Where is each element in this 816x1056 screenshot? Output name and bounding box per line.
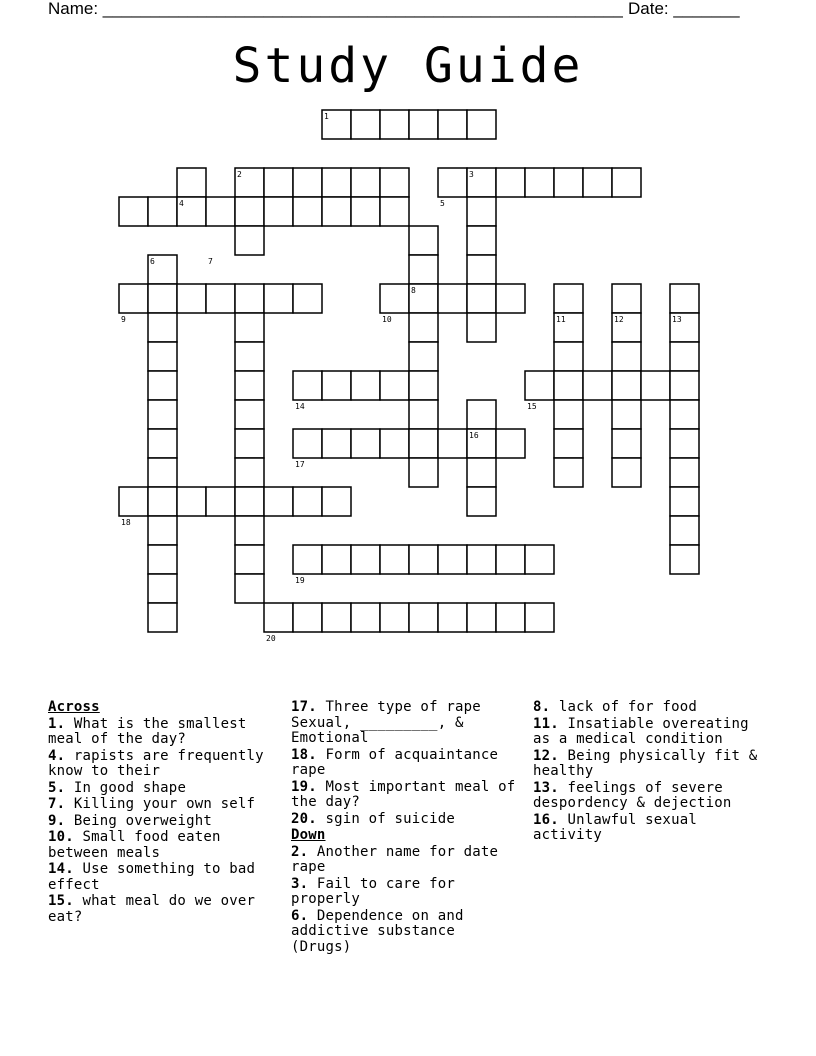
grid-cell[interactable]	[177, 487, 206, 516]
grid-cell[interactable]	[612, 342, 641, 371]
clue-item	[48, 894, 278, 925]
cell-number: 13	[672, 315, 682, 324]
cell-number: 3	[469, 170, 474, 179]
grid-cell[interactable]	[467, 313, 496, 342]
grid-cell[interactable]	[235, 313, 264, 342]
clue-text: Three type of rape Sexual, _________, & Emotional	[291, 699, 481, 746]
grid-cell[interactable]	[177, 168, 206, 197]
cell-number: 6	[150, 257, 155, 266]
grid-cell[interactable]	[670, 516, 699, 545]
grid-cell[interactable]	[612, 371, 641, 400]
grid-cell[interactable]	[119, 487, 148, 516]
cell-number: 9	[121, 315, 126, 324]
grid-cell[interactable]	[467, 458, 496, 487]
clue-item	[291, 877, 521, 908]
clue-text: rapists are frequently know to their	[48, 747, 264, 779]
grid-cell[interactable]	[293, 429, 322, 458]
clue-text: sgin of suicide	[316, 810, 455, 827]
grid-cell[interactable]	[148, 603, 177, 632]
clue-item	[291, 845, 521, 876]
grid-cell[interactable]	[322, 487, 351, 516]
cell-number: 2	[237, 170, 242, 179]
clue-number: 4.	[48, 747, 66, 764]
grid-cell[interactable]	[670, 400, 699, 429]
grid-cell[interactable]	[670, 458, 699, 487]
grid-cell[interactable]	[293, 603, 322, 632]
grid-cell[interactable]	[409, 400, 438, 429]
grid-cell[interactable]	[554, 400, 583, 429]
clue-text: Fail to care for properly	[291, 875, 455, 907]
clue-number: 10.	[48, 829, 74, 845]
grid-cell[interactable]	[264, 603, 293, 632]
grid-cell[interactable]	[409, 342, 438, 371]
clue-item	[48, 830, 278, 861]
clue-item	[533, 749, 773, 780]
clue-text: Insatiable overeating as a medical condition	[533, 715, 749, 747]
grid-cell[interactable]	[322, 110, 351, 139]
grid-cell[interactable]	[409, 110, 438, 139]
cell-number: 19	[295, 576, 305, 585]
grid-cell[interactable]	[409, 371, 438, 400]
grid-cell[interactable]	[351, 603, 380, 632]
grid-cell[interactable]	[496, 603, 525, 632]
grid-cell[interactable]	[554, 168, 583, 197]
clue-text: Most important meal of the day?	[291, 778, 516, 810]
clue-item	[291, 700, 521, 747]
grid-cell[interactable]	[525, 371, 554, 400]
grid-cell[interactable]	[467, 400, 496, 429]
cell-number: 8	[411, 286, 416, 295]
clue-number: 5.	[48, 779, 66, 796]
clue-number: 12.	[533, 747, 559, 764]
grid-cell[interactable]	[264, 487, 293, 516]
clue-item	[291, 748, 521, 779]
grid-cell[interactable]	[467, 487, 496, 516]
grid-cell[interactable]	[206, 487, 235, 516]
clue-number: 18.	[291, 746, 317, 763]
clue-item	[533, 813, 773, 844]
clue-number: 13.	[533, 779, 559, 796]
grid-cell[interactable]	[409, 313, 438, 342]
clue-number: 15.	[48, 893, 74, 909]
grid-cell[interactable]	[293, 371, 322, 400]
grid-cell[interactable]	[148, 400, 177, 429]
grid-cell[interactable]	[467, 110, 496, 139]
clue-item	[48, 797, 278, 813]
clue-item	[48, 749, 278, 780]
clue-text: Being overweight	[65, 812, 212, 829]
grid-cell[interactable]	[670, 487, 699, 516]
clue-number: 6.	[291, 907, 309, 924]
grid-cell[interactable]	[235, 545, 264, 574]
grid-cell[interactable]	[264, 284, 293, 313]
grid-cell[interactable]	[525, 603, 554, 632]
clue-text: Dependence on and addictive substance (Drugs)	[291, 907, 464, 955]
grid-cell[interactable]	[380, 110, 409, 139]
grid-cell[interactable]	[612, 168, 641, 197]
clue-item	[533, 700, 773, 716]
grid-cell[interactable]	[380, 371, 409, 400]
clue-number: 7.	[48, 796, 66, 812]
cell-number: 17	[295, 460, 305, 469]
grid-cell[interactable]	[670, 284, 699, 313]
clue-number: 2.	[291, 843, 309, 860]
clue-number: 20.	[291, 810, 317, 827]
cell-number: 10	[382, 315, 392, 324]
grid-cell[interactable]	[148, 516, 177, 545]
grid-cell[interactable]	[235, 516, 264, 545]
clue-number: 1.	[48, 715, 66, 732]
grid-cell[interactable]	[351, 545, 380, 574]
clue-item	[291, 780, 521, 811]
grid-cell[interactable]	[554, 284, 583, 313]
grid-cell[interactable]	[148, 313, 177, 342]
grid-cell[interactable]	[235, 458, 264, 487]
cell-number: 15	[527, 402, 537, 411]
grid-cell[interactable]	[235, 342, 264, 371]
grid-cell[interactable]	[525, 545, 554, 574]
grid-cell[interactable]	[177, 197, 206, 226]
grid-cell[interactable]	[409, 458, 438, 487]
grid-cell[interactable]	[235, 284, 264, 313]
grid-cell[interactable]	[438, 429, 467, 458]
grid-cell[interactable]	[235, 429, 264, 458]
cell-number: 20	[266, 634, 276, 643]
clue-text: Small food eaten between meals	[48, 829, 221, 861]
clue-item	[48, 814, 278, 830]
name-field[interactable]: Name: _______________________________________________________	[48, 0, 623, 18]
cell-number: 7	[208, 257, 213, 266]
grid-cell[interactable]	[612, 284, 641, 313]
grid-cell[interactable]	[380, 284, 409, 313]
grid-cell[interactable]	[670, 313, 699, 342]
grid-cell[interactable]	[264, 168, 293, 197]
grid-cell[interactable]	[496, 429, 525, 458]
grid-cell[interactable]	[496, 545, 525, 574]
grid-cell[interactable]	[409, 603, 438, 632]
grid-cell[interactable]	[380, 197, 409, 226]
cell-number: 18	[121, 518, 131, 527]
clue-number: 14.	[48, 861, 74, 877]
clue-number: 19.	[291, 778, 317, 795]
grid-cell[interactable]	[148, 487, 177, 516]
grid-cell[interactable]	[148, 545, 177, 574]
clue-item	[48, 862, 278, 893]
grid-cell[interactable]	[148, 458, 177, 487]
clue-number: 8.	[533, 699, 551, 715]
grid-cell[interactable]	[293, 168, 322, 197]
grid-cell[interactable]	[467, 429, 496, 458]
cell-number: 16	[469, 431, 479, 440]
clue-number: 11.	[533, 715, 559, 732]
clue-number: 3.	[291, 875, 309, 892]
grid-cell[interactable]	[148, 284, 177, 313]
grid-cell[interactable]	[322, 429, 351, 458]
grid-cell[interactable]	[206, 284, 235, 313]
grid-cell[interactable]	[438, 545, 467, 574]
grid-cell[interactable]	[177, 284, 206, 313]
grid-cell[interactable]	[148, 429, 177, 458]
clue-text: Killing your own self	[65, 796, 256, 812]
grid-cell[interactable]	[554, 313, 583, 342]
grid-cell[interactable]	[641, 371, 670, 400]
grid-cell[interactable]	[409, 429, 438, 458]
grid-cell[interactable]	[148, 371, 177, 400]
clue-text: Unlawful sexual activity	[533, 811, 697, 843]
clue-text: what meal do we over eat?	[48, 893, 256, 925]
grid-cell[interactable]	[670, 342, 699, 371]
clue-text: Another name for date rape	[291, 843, 499, 875]
grid-cell[interactable]	[670, 429, 699, 458]
grid-cell[interactable]	[467, 255, 496, 284]
cell-number: 11	[556, 315, 566, 324]
across-clue-list	[48, 717, 278, 926]
grid-cell[interactable]	[235, 574, 264, 603]
clue-text: What is the smallest meal of the day?	[48, 715, 247, 747]
grid-cell[interactable]	[467, 545, 496, 574]
across-heading: Across	[48, 699, 100, 715]
grid-cell[interactable]	[322, 545, 351, 574]
clue-text: lack of for food	[550, 699, 697, 715]
grid-cell[interactable]	[235, 197, 264, 226]
grid-cell[interactable]	[380, 168, 409, 197]
grid-cell[interactable]	[554, 342, 583, 371]
grid-cell[interactable]	[322, 603, 351, 632]
clue-item	[291, 909, 521, 956]
grid-cell[interactable]	[351, 110, 380, 139]
grid-cell[interactable]	[583, 168, 612, 197]
grid-cell[interactable]	[409, 226, 438, 255]
cell-number: 4	[179, 199, 184, 208]
clue-number: 17.	[291, 699, 317, 715]
clue-number: 16.	[533, 811, 559, 828]
grid-cell[interactable]	[612, 400, 641, 429]
grid-cell[interactable]	[235, 487, 264, 516]
clue-text: In good shape	[65, 779, 187, 796]
grid-cell[interactable]	[380, 429, 409, 458]
clue-column-1	[48, 700, 278, 926]
grid-cell[interactable]	[293, 487, 322, 516]
grid-cell[interactable]	[525, 168, 554, 197]
clue-item	[48, 781, 278, 797]
clue-text: Form of acquaintance rape	[291, 746, 499, 778]
grid-cell[interactable]	[293, 545, 322, 574]
clue-column-3	[533, 700, 773, 845]
grid-cell[interactable]	[351, 371, 380, 400]
grid-cell[interactable]	[612, 313, 641, 342]
date-field[interactable]: Date: _______	[628, 0, 740, 18]
grid-cell[interactable]	[467, 226, 496, 255]
grid-cell[interactable]	[264, 197, 293, 226]
grid-cell[interactable]	[467, 603, 496, 632]
grid-cell[interactable]	[438, 603, 467, 632]
grid-cell[interactable]	[380, 603, 409, 632]
grid-cell[interactable]	[670, 371, 699, 400]
down-clue-list-continued	[533, 700, 773, 844]
grid-cell[interactable]	[235, 168, 264, 197]
grid-cell[interactable]	[612, 429, 641, 458]
grid-cell[interactable]	[293, 284, 322, 313]
clue-item	[48, 717, 278, 748]
grid-cell[interactable]	[235, 400, 264, 429]
grid-cell[interactable]	[322, 197, 351, 226]
page-title: Study Guide	[232, 38, 584, 94]
grid-cell[interactable]	[438, 168, 467, 197]
grid-cell[interactable]	[496, 168, 525, 197]
cell-number: 5	[440, 199, 445, 208]
clue-text: Use something to bad effect	[48, 861, 256, 893]
grid-cell[interactable]	[206, 197, 235, 226]
grid-cell[interactable]	[467, 168, 496, 197]
cell-number: 1	[324, 112, 329, 121]
grid-cell[interactable]	[496, 284, 525, 313]
across-clue-list-continued	[291, 700, 521, 827]
clue-number: 9.	[48, 812, 66, 829]
grid-cell[interactable]	[148, 342, 177, 371]
cell-number: 14	[295, 402, 305, 411]
grid-cell[interactable]	[380, 545, 409, 574]
down-heading: Down	[291, 827, 326, 843]
grid-cell[interactable]	[148, 197, 177, 226]
clue-column-2	[291, 700, 521, 956]
grid-cell[interactable]	[670, 545, 699, 574]
grid-cell[interactable]	[351, 197, 380, 226]
grid-cell[interactable]	[554, 458, 583, 487]
grid-cell[interactable]	[148, 574, 177, 603]
grid-cell[interactable]	[467, 197, 496, 226]
grid-cell[interactable]	[409, 255, 438, 284]
clue-text: feelings of severe despordency & dejection	[533, 779, 732, 811]
grid-cell[interactable]	[293, 197, 322, 226]
grid-cell[interactable]	[583, 371, 612, 400]
grid-cell[interactable]	[322, 371, 351, 400]
clue-item	[291, 812, 521, 828]
grid-cell[interactable]	[438, 110, 467, 139]
grid-cell[interactable]	[351, 429, 380, 458]
grid-cell[interactable]	[235, 371, 264, 400]
grid-cell[interactable]	[119, 284, 148, 313]
grid-cell[interactable]	[612, 458, 641, 487]
grid-cell[interactable]	[119, 197, 148, 226]
grid-cell[interactable]	[235, 226, 264, 255]
grid-cell[interactable]	[322, 168, 351, 197]
clue-text: Being physically fit & healthy	[533, 747, 758, 779]
grid-cell[interactable]	[438, 284, 467, 313]
clue-item	[533, 717, 773, 748]
grid-cell[interactable]	[351, 168, 380, 197]
clue-item	[533, 781, 773, 812]
grid-cell[interactable]	[409, 284, 438, 313]
cell-number: 12	[614, 315, 624, 324]
grid-cell[interactable]	[554, 429, 583, 458]
grid-cell[interactable]	[409, 545, 438, 574]
grid-cell[interactable]	[148, 255, 177, 284]
down-clue-list	[291, 845, 521, 956]
grid-cell[interactable]	[467, 284, 496, 313]
grid-cell[interactable]	[554, 371, 583, 400]
